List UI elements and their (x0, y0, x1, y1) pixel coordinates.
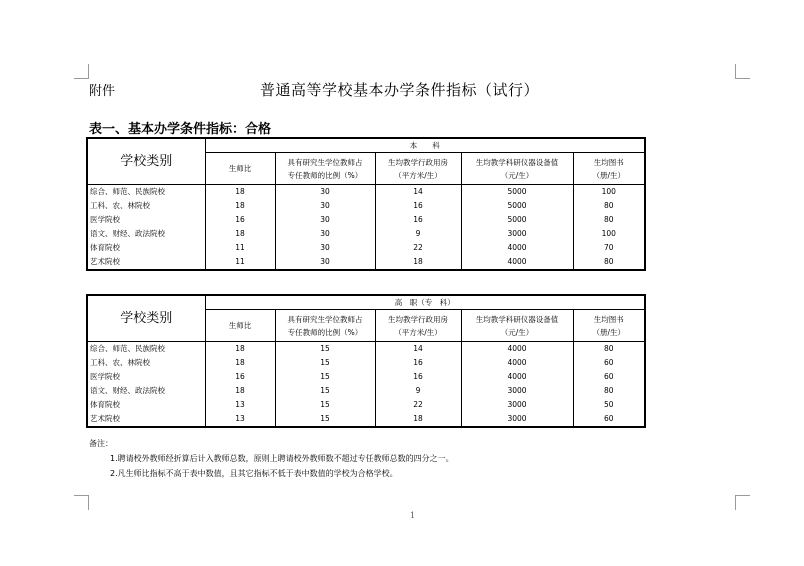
table-row: 综合、师范、民族院校 18 30 14 5000 100 (87, 185, 645, 200)
table-row: 医学院校 16 30 16 5000 80 (87, 213, 645, 227)
col-student-teacher-ratio: 生师比 (205, 153, 275, 185)
col-graduate-degree-ratio: 具有研究生学位教师占 专任教师的比例（%） (275, 153, 375, 185)
page-corner-mark-bottom-right (735, 495, 750, 510)
school-type-header: 学校类别 (87, 295, 205, 342)
col-books: 生均图书 （册/生） (573, 310, 645, 342)
notes-section (89, 436, 454, 481)
table-row: 语文、财经、政法院校 18 15 9 3000 80 (87, 384, 645, 398)
page-number: 1 (410, 511, 416, 520)
col-student-teacher-ratio: 生师比 (205, 310, 275, 342)
table-row: 体育院校 11 30 22 4000 70 (87, 241, 645, 255)
table-row: 工科、农、林院校 18 15 16 4000 60 (87, 356, 645, 370)
table-row: 语文、财经、政法院校 18 30 9 3000 100 (87, 227, 645, 241)
table-row: 工科、农、林院校 18 30 16 5000 80 (87, 199, 645, 213)
table-row: 医学院校 16 15 16 4000 60 (87, 370, 645, 384)
notes-label: 备注： (89, 439, 113, 448)
table-row: 艺术院校 11 30 18 4000 80 (87, 255, 645, 270)
table-row: 综合、师范、民族院校 18 15 14 4000 80 (87, 342, 645, 357)
page-corner-mark-bottom-left (74, 495, 89, 510)
col-equipment-value: 生均教学科研仪器设备值 （元/生） (461, 153, 573, 185)
undergraduate-group-header: 本 科 (205, 138, 645, 153)
col-books: 生均图书 （册/生） (573, 153, 645, 185)
col-equipment-value: 生均教学科研仪器设备值 （元/生） (461, 310, 573, 342)
table-row: 艺术院校 13 15 18 3000 60 (87, 412, 645, 427)
school-type-header: 学校类别 (87, 138, 205, 185)
col-graduate-degree-ratio: 具有研究生学位教师占 专任教师的比例（%） (275, 310, 375, 342)
page-corner-mark-top-right (735, 64, 750, 79)
undergraduate-table (86, 137, 646, 271)
note-item: 1.聘请校外教师经折算后计入教师总数，原则上聘请校外教师数不超过专任教师总数的四分之一。 (110, 454, 454, 463)
col-building-area: 生均教学行政用房 （平方米/生） (375, 153, 461, 185)
document-title: 普通高等学校基本办学条件指标（试行） (260, 81, 540, 99)
table-row: 体育院校 13 15 22 3000 50 (87, 398, 645, 412)
page-corner-mark-top-left (74, 64, 89, 79)
note-item: 2.凡生师比指标不高于表中数值，且其它指标不低于表中数值的学校为合格学校。 (110, 469, 398, 478)
col-building-area: 生均教学行政用房 （平方米/生） (375, 310, 461, 342)
vocational-table (86, 294, 646, 428)
vocational-group-header: 高 职（专 科） (205, 295, 645, 310)
table-section-title: 表一、基本办学条件指标：合格 (89, 122, 272, 137)
attachment-label: 附件 (89, 84, 116, 99)
